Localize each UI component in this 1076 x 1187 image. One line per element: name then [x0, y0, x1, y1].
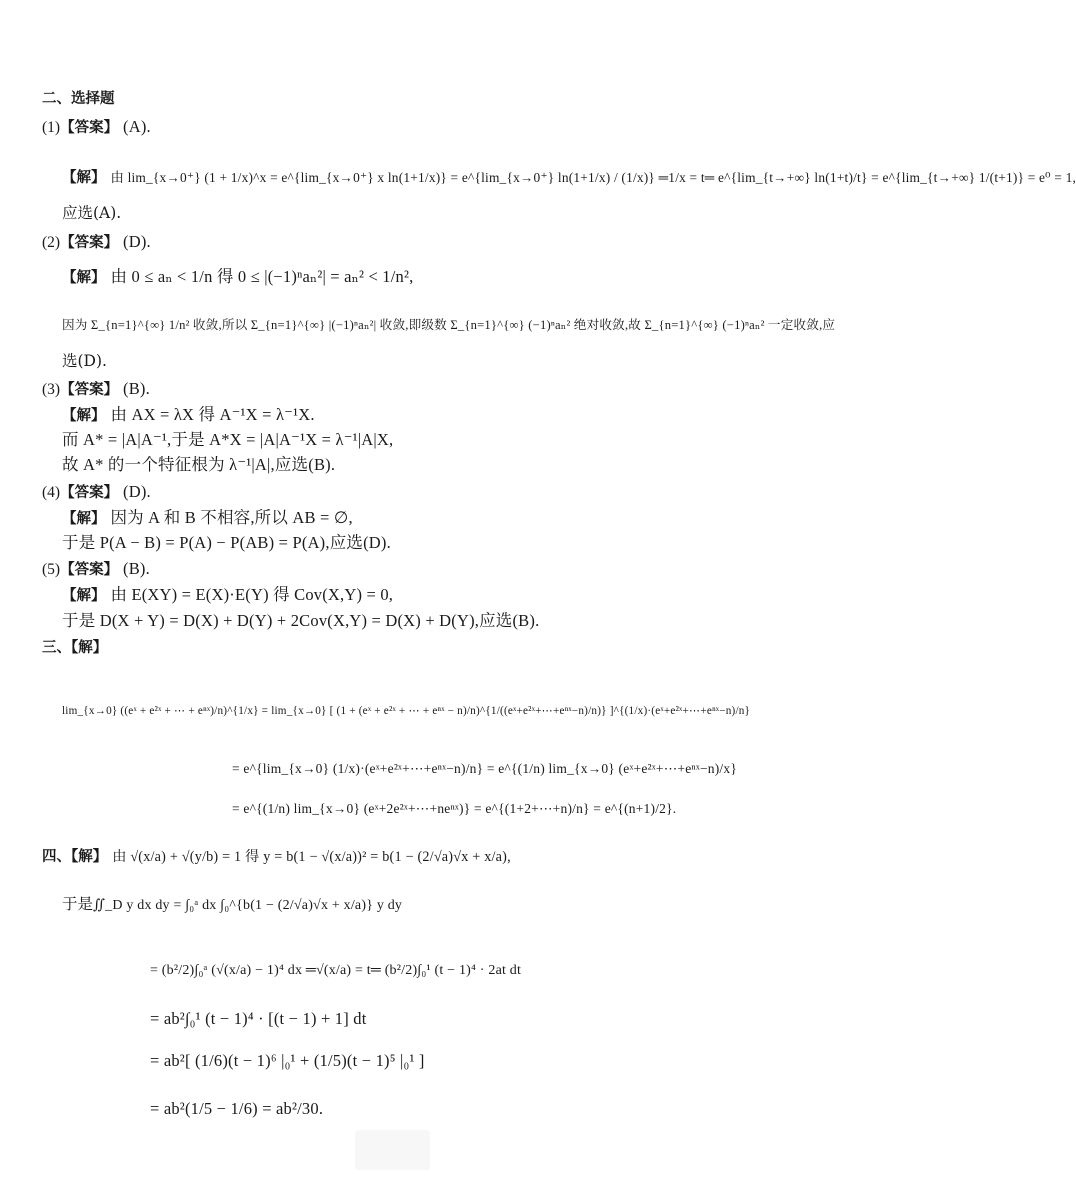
section-3-step-3: = e^{(1/n) lim_{x→0} (eˣ+2e²ˣ+⋯+neⁿˣ)} = e^{(1+2+⋯+n)/n} = e^{(n+1)/2}. [232, 801, 677, 816]
q5-header [42, 558, 150, 581]
q2-solution-3: 选(D). [62, 352, 107, 370]
q3-solution-3: 故 A* 的一个特征根为 λ⁻¹|A|,应选(B). [62, 455, 336, 474]
q2-solution-tag: 【解】 [62, 270, 106, 286]
q3-header [42, 378, 150, 401]
section-2-title: 二、选择题 [42, 91, 115, 107]
q1-answer-tag: 【答案】 [60, 120, 119, 136]
section-3-step-2: = e^{lim_{x→0} (1/x)·(eˣ+e²ˣ+⋯+eⁿˣ−n)/n} = e^{(1/n) lim_{x→0} (eˣ+e²ˣ+⋯+eⁿˣ−n)/x} [232, 761, 738, 776]
q1-solution-tag: 【解】 [62, 170, 106, 186]
q2-solution-1 [62, 266, 413, 289]
q5-answer: (B). [123, 559, 150, 578]
q3-solution-text-1: 由 AX = λX 得 A⁻¹X = λ⁻¹X. [110, 405, 315, 424]
q4-number: (4) [42, 484, 61, 501]
section-3-title: 三、【解】 [42, 640, 108, 656]
section-4-title: 四、【解】 [42, 849, 108, 865]
q4-solution-1 [62, 507, 353, 530]
q3-solution-1 [62, 404, 315, 427]
q5-solution-1 [62, 584, 393, 607]
section-4-line-6: = ab²(1/5 − 1/6) = ab²/30. [150, 1099, 324, 1118]
q5-answer-tag: 【答案】 [60, 562, 119, 578]
q4-solution-text-1: 因为 A 和 B 不相容,所以 AB = ∅, [110, 508, 353, 527]
section-4-line-4: = ab²∫₀¹ (t − 1)⁴ · [(t − 1) + 1] dt [150, 1009, 367, 1028]
q2-answer-tag: 【答案】 [60, 235, 119, 251]
section-3-step-1: lim_{x→0} ((eˣ + e²ˣ + ⋯ + eⁿˣ)/n)^{1/x} = lim_{x→0} [ (1 + (eˣ + e²ˣ + ⋯ + eⁿˣ − n)/n)^{1/((eˣ+e²ˣ+⋯+eⁿˣ−n)/n)} ]^{(1/x)·(eˣ+e²ˣ+⋯+eⁿˣ−n)/n} [62, 705, 751, 717]
q2-solution-text-1: 由 0 ≤ aₙ < 1/n 得 0 ≤ |(−1)ⁿaₙ²| = aₙ² < 1/n², [110, 267, 414, 286]
q4-answer-tag: 【答案】 [60, 485, 119, 501]
q1-number: (1) [42, 119, 61, 136]
q2-number: (2) [42, 234, 61, 251]
faint-watermark [355, 1130, 430, 1170]
q2-solution-2: 因为 Σ_{n=1}^{∞} 1/n² 收敛,所以 Σ_{n=1}^{∞} |(−1)ⁿaₙ²| 收敛,即级数 Σ_{n=1}^{∞} (−1)ⁿaₙ² 绝对收敛,故 Σ_{n=1}^{∞} (−1)ⁿaₙ² 一定收敛,应 [62, 318, 836, 332]
q4-solution-tag: 【解】 [62, 511, 106, 527]
q1-conclusion: 应选(A). [62, 204, 122, 222]
section-4-line-2 [62, 893, 402, 917]
section-4-line-1 [42, 845, 511, 868]
q3-answer-tag: 【答案】 [60, 382, 119, 398]
section-4-text-2: ∬_D y dx dy = ∫₀ᵃ dx ∫₀^{b(1 − (2/√a)√x + x/a)} y dy [93, 898, 403, 913]
q1-solution [62, 166, 1076, 189]
q1-header [42, 116, 151, 139]
q5-solution-2: 于是 D(X + Y) = D(X) + D(Y) + 2Cov(X,Y) = D(X) + D(Y),应选(B). [62, 611, 540, 630]
q4-answer: (D). [123, 482, 151, 501]
q2-answer: (D). [123, 232, 151, 251]
q1-answer: (A). [123, 117, 151, 136]
q3-number: (3) [42, 381, 61, 398]
section-4-line-3: = (b²/2)∫₀ᵃ (√(x/a) − 1)⁴ dx ═√(x/a) = t═ (b²/2)∫₀¹ (t − 1)⁴ · 2at dt [150, 963, 522, 978]
q4-header [42, 481, 151, 504]
q2-header [42, 231, 151, 254]
q1-solution-text: 由 lim_{x→0⁺} (1 + 1/x)^x = e^{lim_{x→0⁺} x ln(1+1/x)} = e^{lim_{x→0⁺} ln(1+1/x) / (1/x)} ═1/x = t═ e^{lim_{t→+∞} ln(1+t)/t} = e^{lim_{t→+∞} 1/(t+1)} = e⁰ = 1, [110, 170, 1076, 185]
q3-solution-tag: 【解】 [62, 408, 106, 424]
section-4-line-2-prefix: 于是 [62, 895, 94, 913]
section-4-text-1: 由 √(x/a) + √(y/b) = 1 得 y = b(1 − √(x/a))² = b(1 − (2/√a)√x + x/a), [112, 849, 511, 865]
q4-solution-2: 于是 P(A − B) = P(A) − P(AB) = P(A),应选(D). [62, 533, 391, 552]
q5-solution-text-1: 由 E(XY) = E(X)·E(Y) 得 Cov(X,Y) = 0, [110, 585, 394, 604]
section-4-line-5: = ab²[ (1/6)(t − 1)⁶ |₀¹ + (1/5)(t − 1)⁵ |₀¹ ] [150, 1051, 425, 1070]
q5-number: (5) [42, 561, 61, 578]
q5-solution-tag: 【解】 [62, 588, 106, 604]
q3-answer: (B). [123, 379, 150, 398]
q3-solution-2: 而 A* = |A|A⁻¹,于是 A*X = |A|A⁻¹X = λ⁻¹|A|X, [62, 430, 394, 449]
